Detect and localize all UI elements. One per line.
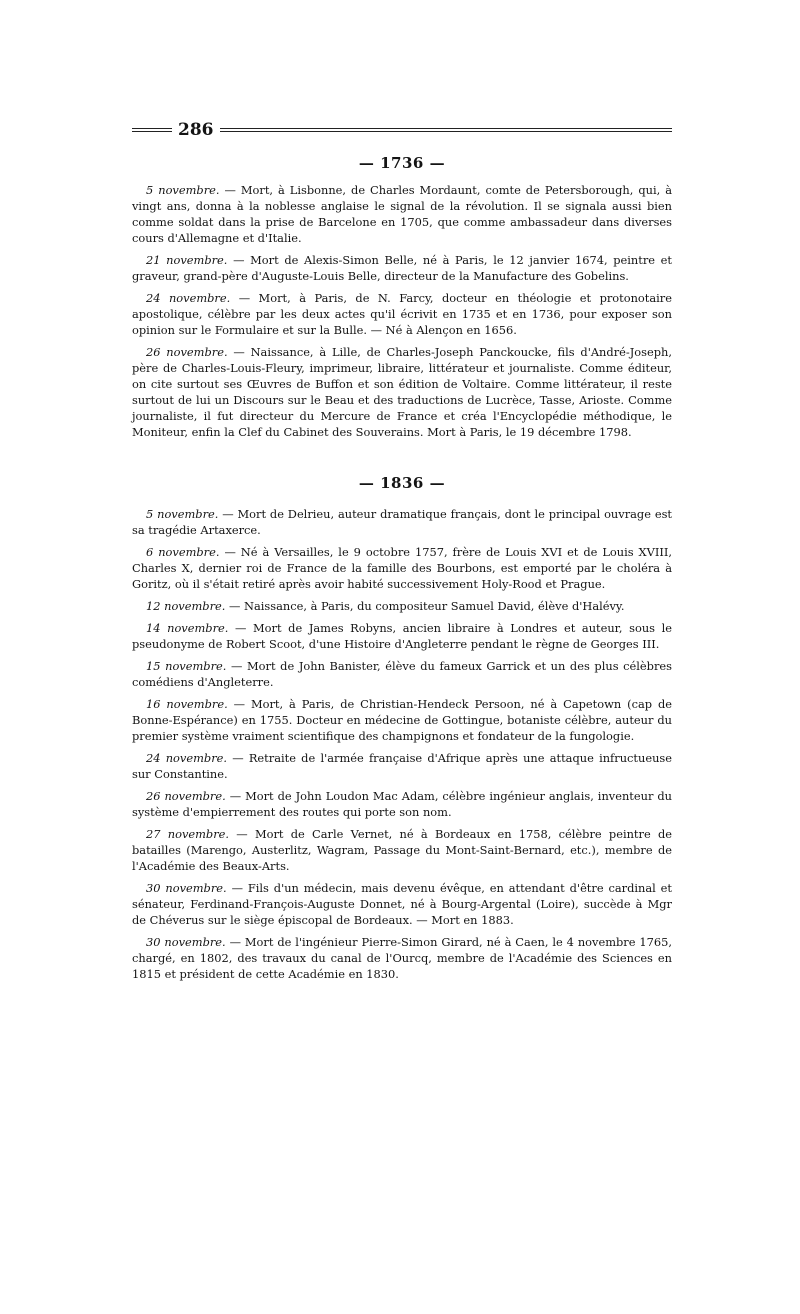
section-1836 bbox=[132, 506, 672, 982]
entry-text: — Mort, à Lisbonne, de Charles Mordaunt, comte de Petersborough, qui, à vingt ans, donna à la noblesse anglaise le signal de la révolution. Il se signala aussi bien comme soldat dans la prise de Barcelone en 1705, que comme ambassadeur dans diverses cours d'Allemagne et d'Italie. bbox=[132, 183, 673, 245]
entry-text: — Naissance, à Paris, du compositeur Samuel David, élève d'Halévy. bbox=[225, 599, 625, 613]
entry-date: 16 novembre. bbox=[146, 697, 228, 711]
entry-text: — Retraite de l'armée française d'Afrique après une attaque infructueuse sur Constantine. bbox=[132, 751, 672, 781]
header-rule-left bbox=[132, 128, 172, 132]
year-heading-1736: — 1736 — bbox=[358, 154, 446, 172]
entry-date: 30 novembre. bbox=[146, 881, 227, 895]
entry bbox=[132, 252, 672, 284]
entry-date: 24 novembre. bbox=[146, 291, 231, 305]
entry-date: 27 novembre. bbox=[146, 827, 230, 841]
entry-date: 24 novembre. bbox=[146, 751, 227, 765]
entry bbox=[132, 620, 672, 652]
entry bbox=[132, 826, 672, 874]
entry bbox=[132, 598, 672, 614]
entry-date: 15 novembre. bbox=[146, 659, 227, 673]
year-heading-1836: — 1836 — bbox=[358, 474, 446, 492]
entry-date: 5 novembre. bbox=[146, 183, 220, 197]
entry-date: 26 novembre. bbox=[146, 345, 228, 359]
entry-date: 26 novembre. bbox=[146, 789, 226, 803]
entry-text: — Mort de Delrieu, auteur dramatique français, dont le principal ouvrage est sa tragédie Artaxerce. bbox=[132, 507, 672, 537]
entry bbox=[132, 934, 672, 982]
entry-text: — Mort de John Banister, élève du fameux Garrick et un des plus célèbres comédiens d'Angleterre. bbox=[132, 659, 672, 689]
entry-text: — Mort de John Loudon Mac Adam, célèbre ingénieur anglais, inventeur du système d'empierrement des routes qui porte son nom. bbox=[132, 789, 672, 819]
entry-date: 21 novembre. bbox=[146, 253, 228, 267]
entry-text: — Fils d'un médecin, mais devenu évêque, en attendant d'être cardinal et sénateur, Ferdinand-François-Auguste Donnet, né à Bourg-Argental (Loire), succède à Mgr de Chéverus sur le siège épiscopal de Bordeaux. — Mort en 1883. bbox=[132, 881, 672, 927]
entry-date: 30 novembre. bbox=[146, 935, 226, 949]
entry-text: — Mort, à Paris, de N. Farcy, docteur en théologie et protonotaire apostolique, célèbre par les deux actes qu'il écrivit en 1735 et en 1736, pour exposer son opinion sur le Formulaire et sur la Bulle. — Né à Alençon en 1656. bbox=[132, 291, 672, 337]
entry-text: — Mort de James Robyns, ancien libraire à Londres et auteur, sous le pseudonyme de Robert Scoot, d'une Histoire d'Angleterre pendant le règne de Georges III. bbox=[132, 621, 672, 651]
entry bbox=[132, 182, 672, 246]
running-header bbox=[132, 118, 672, 142]
entry bbox=[132, 344, 672, 440]
entry-text: — Naissance, à Lille, de Charles-Joseph Panckoucke, fils d'André-Joseph, père de Charles-Louis-Fleury, imprimeur, libraire, littérateur et journaliste. Comme éditeur, on cite surtout ses Œuvres de Buffon et son édition de Voltaire. Comme littérateur, il reste surtout de lui un Discours sur le Beau et des traductions de Lucrèce, Tasse, Arioste. Comme journaliste, il fut directeur du Mercure de France et créa l'Encyclopédie méthodique, le Moniteur, enfin la Clef du Cabinet des Souverains. Mort à Paris, le 19 décembre 1798. bbox=[132, 345, 672, 439]
section-1736 bbox=[132, 182, 672, 440]
book-page bbox=[132, 118, 672, 988]
entry-text: — Mort de Alexis-Simon Belle, né à Paris, le 12 janvier 1674, peintre et graveur, grand-père d'Auguste-Louis Belle, directeur de la Manufacture des Gobelins. bbox=[132, 253, 672, 283]
entry-text: — Mort, à Paris, de Christian-Hendeck Persoon, né à Capetown (cap de Bonne-Espérance) en 1755. Docteur en médecine de Gottingue, botaniste célèbre, auteur du premier système vraiment scientifique des champignons et fondateur de la fungologie. bbox=[132, 697, 672, 743]
entry-date: 5 novembre. bbox=[146, 507, 219, 521]
entry bbox=[132, 506, 672, 538]
entry bbox=[132, 290, 672, 338]
page-number: 286 bbox=[178, 119, 214, 140]
entry bbox=[132, 544, 672, 592]
entry-date: 14 novembre. bbox=[146, 621, 229, 635]
entry-text: — Mort de Carle Vernet, né à Bordeaux en 1758, célèbre peintre de batailles (Marengo, Austerlitz, Wagram, Passage du Mont-Saint-Bernard, etc.), membre de l'Académie des Beaux-Arts. bbox=[132, 827, 672, 873]
entry bbox=[132, 750, 672, 782]
entry bbox=[132, 658, 672, 690]
entry bbox=[132, 788, 672, 820]
entry bbox=[132, 696, 672, 744]
entry-date: 6 novembre. bbox=[146, 545, 220, 559]
header-rule-right bbox=[220, 128, 673, 132]
entry-text: — Mort de l'ingénieur Pierre-Simon Girard, né à Caen, le 4 novembre 1765, chargé, en 1802, des travaux du canal de l'Ourcq, membre de l'Académie des Sciences en 1815 et président de cette Académie en 1830. bbox=[132, 935, 672, 981]
entry bbox=[132, 880, 672, 928]
entry-date: 12 novembre. bbox=[146, 599, 226, 613]
entry-text: — Né à Versailles, le 9 octobre 1757, frère de Louis XVI et de Louis XVIII, Charles X, dernier roi de France de la famille des Bourbons, est emporté par le choléra à Goritz, où il s'était retiré après avoir habité successivement Holy-Rood et Prague. bbox=[132, 545, 672, 591]
